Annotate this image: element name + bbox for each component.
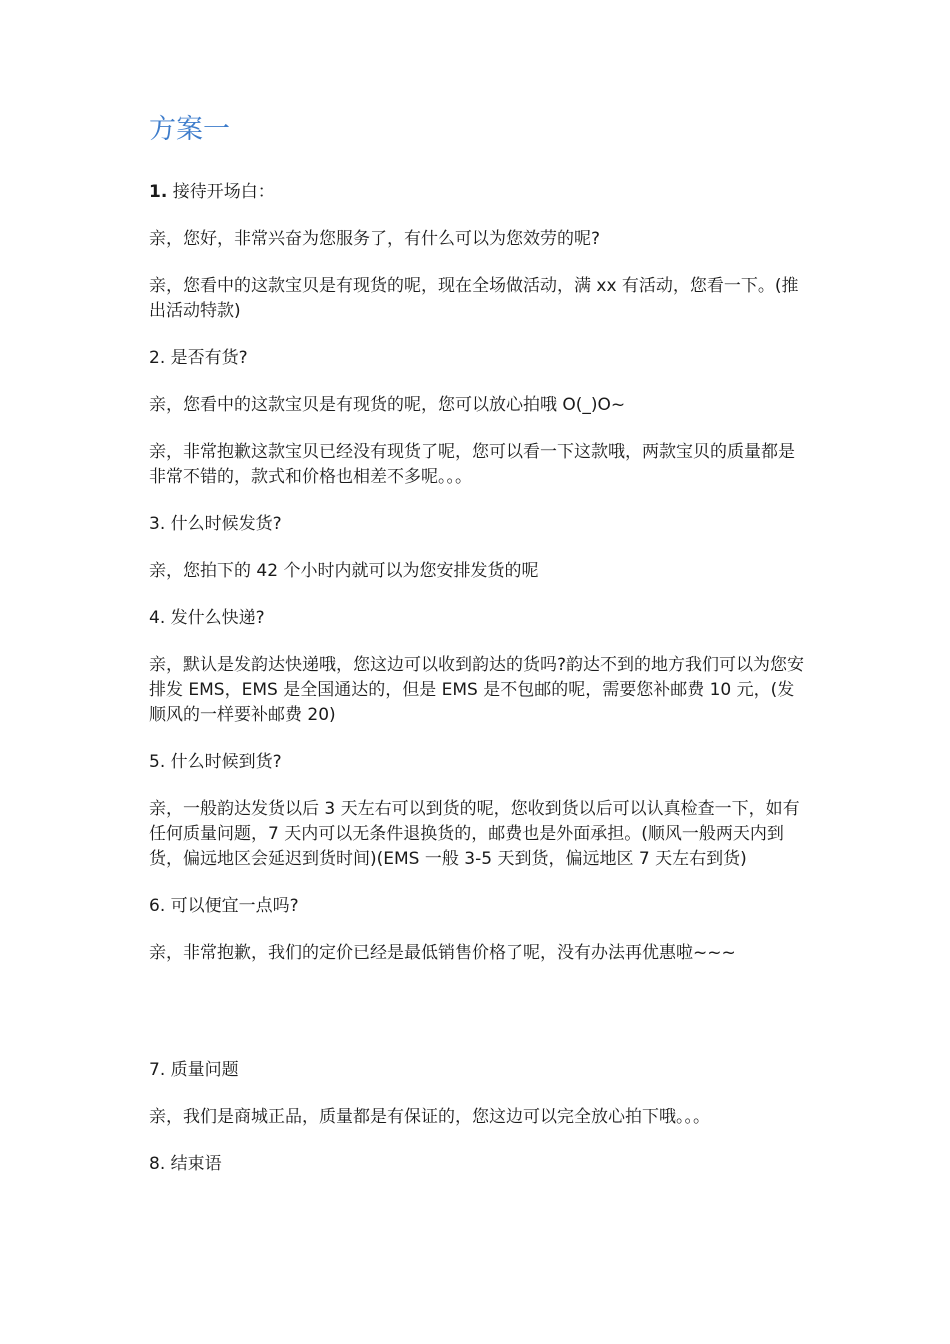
section-2-heading: 2. 是否有货? — [149, 348, 248, 368]
section-1-paragraph-2: 亲，您看中的这款宝贝是有现货的呢，现在全场做活动，满 xx 有活动，您看一下。(推出活动特款) — [149, 276, 799, 321]
section-2-paragraph-2: 亲，非常抱歉这款宝贝已经没有现货了呢，您可以看一下这款哦，两款宝贝的质量都是非常不错的，款式和价格也相差不多呢。。。 — [149, 442, 795, 487]
section-5-heading: 5. 什么时候到货? — [149, 752, 282, 772]
document-page — [149, 110, 809, 1199]
section-1-heading — [149, 180, 809, 205]
section-1-number: 1. — [149, 182, 168, 202]
section-1-heading-text: 接待开场白： — [167, 182, 275, 202]
section-8-heading: 8. 结束语 — [149, 1154, 222, 1174]
section-7-heading: 7. 质量问题 — [149, 1060, 239, 1080]
document-title: 方案一 — [149, 114, 230, 145]
section-6-heading: 6. 可以便宜一点吗? — [149, 896, 299, 916]
section-3-heading: 3. 什么时候发货? — [149, 514, 282, 534]
section-7-paragraph-1: 亲，我们是商城正品，质量都是有保证的，您这边可以完全放心拍下哦。。。 — [149, 1107, 710, 1127]
section-5-paragraph-1: 亲，一般韵达发货以后 3 天左右可以到货的呢，您收到货以后可以认真检查一下，如有任何质量问题，7 天内可以无条件退换货的，邮费也是外面承担。(顺风一般两天内到货，偏远地区会延迟到货时间)(EMS 一般 3-5 天到货，偏远地区 7 天左右到货) — [149, 799, 800, 869]
section-4-heading: 4. 发什么快递? — [149, 608, 265, 628]
blank-space — [149, 988, 809, 1058]
section-4-paragraph-1: 亲，默认是发韵达快递哦，您这边可以收到韵达的货吗?韵达不到的地方我们可以为您安排发 EMS，EMS 是全国通达的，但是 EMS 是不包邮的呢，需要您补邮费 10 元，(发顺风的一样要补邮费 20) — [149, 655, 805, 725]
section-3-paragraph-1: 亲，您拍下的 42 个小时内就可以为您安排发货的呢 — [149, 561, 539, 581]
section-6-paragraph-1: 亲，非常抱歉，我们的定价已经是最低销售价格了呢，没有办法再优惠啦~~~ — [149, 943, 736, 963]
section-2-paragraph-1: 亲，您看中的这款宝贝是有现货的呢，您可以放心拍哦 O(_)O~ — [149, 395, 626, 415]
section-1-paragraph-1: 亲，您好，非常兴奋为您服务了，有什么可以为您效劳的呢? — [149, 229, 601, 249]
